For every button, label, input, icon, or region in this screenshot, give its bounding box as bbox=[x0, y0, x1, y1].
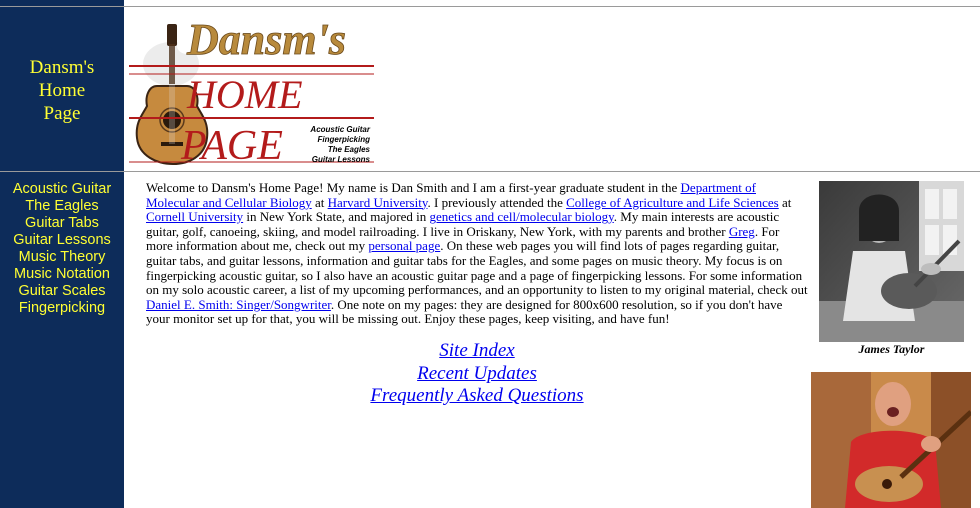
link-cornell[interactable]: Cornell University bbox=[146, 209, 244, 225]
intro-text: at bbox=[311, 194, 328, 210]
logo-tag: Guitar Lessons bbox=[311, 155, 370, 164]
nav-guitar-tabs[interactable]: Guitar Tabs bbox=[25, 215, 99, 231]
link-personal-page[interactable]: personal page bbox=[368, 238, 441, 254]
site-title-line: Home bbox=[38, 80, 86, 101]
logo-tag: Fingerpicking bbox=[317, 135, 370, 144]
logo-page: PAGE bbox=[181, 123, 283, 165]
link-faq[interactable]: Frequently Asked Questions bbox=[370, 385, 584, 406]
nav-guitar-scales[interactable]: Guitar Scales bbox=[18, 283, 106, 299]
performer-photo bbox=[811, 372, 971, 508]
link-mcb-department[interactable]: Department of Molecular and Cellular Biology bbox=[146, 180, 756, 210]
james-taylor-photo bbox=[819, 181, 964, 342]
site-title bbox=[0, 56, 124, 125]
sidebar-nav bbox=[0, 181, 124, 317]
photo-caption: James Taylor bbox=[858, 342, 925, 356]
site-logo bbox=[129, 14, 374, 165]
intro-text: at bbox=[778, 194, 792, 210]
link-genetics[interactable]: genetics and cell/molecular biology bbox=[429, 209, 614, 225]
logo-tag: Acoustic Guitar bbox=[310, 125, 370, 134]
nav-music-notation[interactable]: Music Notation bbox=[14, 266, 110, 282]
header-divider bbox=[0, 171, 980, 172]
intro-text: Welcome to Dansm's Home Page! My name is Dan Smith and I am a first-year graduate student in the bbox=[146, 180, 681, 195]
logo-title: Dansm's bbox=[187, 15, 346, 64]
site-title-line: Dansm's bbox=[29, 57, 95, 78]
link-site-index[interactable]: Site Index bbox=[439, 340, 515, 361]
logo-home: HOME bbox=[187, 72, 303, 117]
nav-the-eagles[interactable]: The Eagles bbox=[25, 198, 99, 214]
intro-text: . For more information about me, check out my bbox=[146, 223, 780, 254]
link-cals[interactable]: College of Agriculture and Life Sciences bbox=[566, 194, 779, 210]
link-recent-updates[interactable]: Recent Updates bbox=[417, 362, 537, 384]
main-links bbox=[146, 340, 808, 408]
nav-fingerpicking[interactable]: Fingerpicking bbox=[18, 300, 106, 316]
top-divider bbox=[0, 6, 980, 7]
nav-music-theory[interactable]: Music Theory bbox=[18, 249, 106, 265]
logo-tag: The Eagles bbox=[327, 145, 370, 154]
intro-text: . I previously attended the bbox=[427, 194, 567, 210]
intro-text: . My main interests are acoustic guitar, golf, canoeing, skiing, and model railroading. I live in Oriskany, New York, with my parents and brother bbox=[146, 209, 780, 239]
link-harvard[interactable]: Harvard University bbox=[327, 194, 428, 210]
intro-paragraph bbox=[146, 181, 808, 327]
link-greg[interactable]: Greg bbox=[728, 223, 755, 239]
site-title-line: Page bbox=[43, 103, 81, 124]
nav-guitar-lessons[interactable]: Guitar Lessons bbox=[13, 232, 111, 248]
nav-acoustic-guitar[interactable]: Acoustic Guitar bbox=[12, 181, 112, 197]
link-singer-songwriter[interactable]: Daniel E. Smith: Singer/Songwriter bbox=[146, 296, 331, 312]
intro-text: . One note on my pages: they are designed for 800x600 resolution, so if you don't have your monitor set up for that, you will be missing out. Enjoy these pages, keep visiting, and have fun! bbox=[146, 296, 783, 327]
intro-text: . On these web pages you will find lots of pages regarding guitar, guitar tabs, and guitar lessons, information and guitar tabs for the Eagles, and some pages on music theory. My focus is on fingerpicking acoustic guitar, so I also have an acoustic guitar page and a page of fingerpicking lessons. For some information on my solo acoustic career, a list of my upcoming performances, and an opportunity to listen to my original material, check out bbox=[146, 238, 808, 298]
intro-text: in New York State, and majored in bbox=[243, 209, 430, 225]
